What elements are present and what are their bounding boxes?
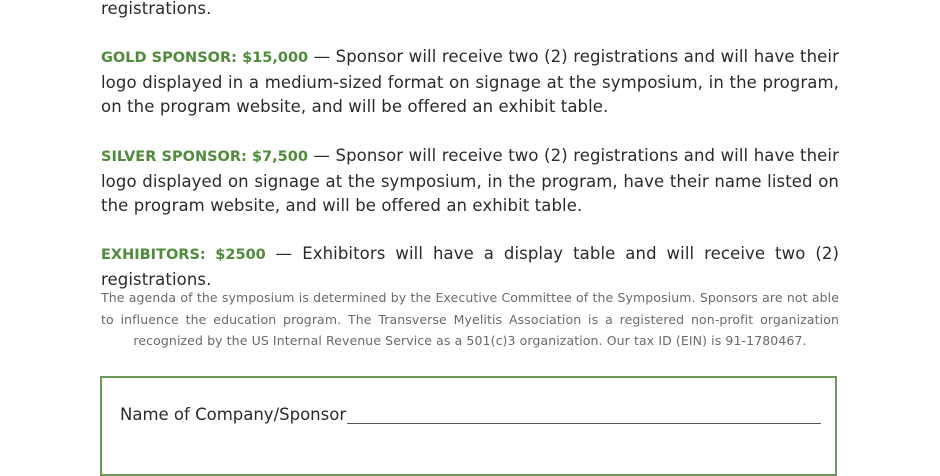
silver-sponsor-text: Sponsor will receive two (2) registrations and will have their logo displayed on signage at the symposium, in the program, have their name listed on the program website, and will be offered an exhibit table. xyxy=(101,146,839,215)
gold-sponsor-label: GOLD SPONSOR: $15,000 xyxy=(101,50,309,66)
exhibitors-dash: — xyxy=(265,244,303,263)
exhibitors-text: Exhibitors will have a display table and will receive two (2) registrations. xyxy=(101,244,839,289)
company-name-label: Name of Company/Sponsor xyxy=(120,405,347,424)
gold-sponsor-paragraph xyxy=(101,45,839,120)
silver-sponsor-label: SILVER SPONSOR: $7,500 xyxy=(101,149,308,165)
disclaimer-text: The agenda of the symposium is determined by the Executive Committee of the Symposium. Sponsors are not able to influence the education program. The Transverse Myelitis Association is a registered non-profit organization recognized by the US Internal Revenue Service as a 501(c)3 organization. Our tax ID (EIN) is 91-1780467. xyxy=(101,290,839,348)
gold-dash: — xyxy=(308,47,336,66)
gold-sponsor-text: Sponsor will receive two (2) registrations and will have their logo displayed in a medium-sized format on signage at the symposium, in the program, on the program website, and will be offered an exhibit table. xyxy=(101,47,839,116)
exhibitors-paragraph xyxy=(101,242,839,292)
company-name-field[interactable] xyxy=(347,423,821,424)
intro-tail: registrations. xyxy=(101,0,212,18)
intro-tail-text xyxy=(101,0,839,22)
sponsor-form-box xyxy=(100,376,837,476)
silver-dash: — xyxy=(307,146,336,165)
silver-sponsor-paragraph xyxy=(101,144,839,219)
exhibitors-label: EXHIBITORS: $2500 xyxy=(101,247,266,263)
